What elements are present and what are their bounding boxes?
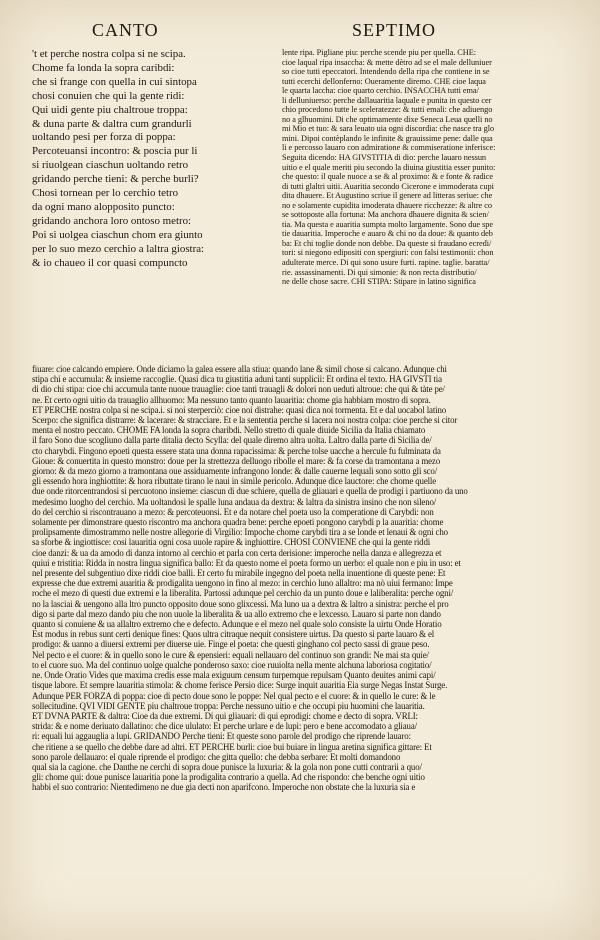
commentary-line: tutti ecerchi dellonferno: Oueramente diremo. CHE cioe laqua <box>282 76 486 86</box>
verse-line: chosi conuien che qui la gente ridi: <box>32 89 185 102</box>
commentary-line: mini. Dipoi contèplando le infinite & grauissime pene: dalle qua <box>282 133 493 143</box>
commentary-line: nel presente del subgentiuo dixe riddi cioe balli. Et certo fu mirabile ingegno del poeta nella inuentione di queste pene: Et <box>32 568 446 579</box>
verse-line: che si frange con quella in cui sintopa <box>32 75 197 88</box>
running-head-left: CANTO <box>92 20 159 40</box>
verse-block <box>32 48 282 318</box>
verse-line: uoltando pesi per forza di poppa: <box>32 131 176 144</box>
commentary-line: Est modus in rebus sunt certi denique fines: Quos ultra citraque nequit consistere uirtus. Da questo si parte lauaro & el <box>32 629 435 640</box>
commentary-line: digo si parte dal mezo dando piu che non uuole la liberalita & ua allo extremo che e lexcesso. Lauaro si parte non dando <box>32 608 441 619</box>
commentary-line: di tutti glaltri uitii. Auaritia secondo Cicerone e immoderata cupi <box>282 181 494 191</box>
commentary-line: tori: si niegono edipositi con spergiuri: con falsi testimonii: chon <box>282 248 494 258</box>
commentary-line: no la lasciai & uengono alla ltro puncto opposito doue sono glixcessi. Ma luno ua a dextra & laltro a sinistra: perche el pro <box>32 598 449 609</box>
commentary-line: tisque labore. Et sempre lauaritia stimola: & chome ferisce Persio dice: Surge inquit auaritia Eia surge Negas Instat Surge. <box>32 680 448 691</box>
commentary-line: Adunque PER FORZA di poppa: cioe di pecto doue sono le poppe: Nel qual pecto e el cuore: & in quello le cure: & le <box>32 690 436 701</box>
commentary-line: giorno: & da mezo giorno a tramontana oue assiduamente infrangono londe: & dalle cauerne lequali sono sotto gli sco/ <box>32 466 438 477</box>
commentary-line: habbi el suo contrario: Nientedimeno ne due gia decti non aparifcono. Imperoche non obstate che la luxuria sia e <box>32 782 416 793</box>
verse-line: per lo suo mezo cerchio a laltra giostra: <box>32 242 205 255</box>
verse-line: Percoteuansi incontro: & poscia pur li <box>32 145 198 158</box>
commentary-line: ri: equali lui aggauglia a lupi. GRIDANDO Perche tieni: Et queste sono parole del prodigo che riprende lauaro: <box>32 731 411 742</box>
commentary-full-width <box>32 364 574 912</box>
commentary-line: do del cerchio si riscontrauano a mezo: & percoteuonsi. Et e da notare chel poeta uso la comperatione di Carybdi: non <box>32 506 434 517</box>
commentary-line: qual sia la cagione. che Danthe ne cerchi di sopra doue punisce la luxuria: & la gola non pone cutti contrarii a quo/ <box>32 761 422 772</box>
commentary-line: no a glhuomini. Di che optimamente dixe Seneca Leua quelli no <box>282 114 493 124</box>
commentary-line: to el cuore suo. Ma del continuo uolge qualche ponderoso saxo: cioe ruuiolta nella mente alchuna laboriosa cogitatio/ <box>32 659 432 670</box>
commentary-line: solamente per dimonstrare questo riscontro ma anchora quadra bene: perche epoeti pongono carybdi p la auaritia: chome <box>32 517 444 528</box>
commentary-line: expresse che due extremi auaritia & prodigalita uengono in fino al mezo: in cerchio luno allaltro: ma nò uiui fermano: Impe <box>32 578 453 589</box>
commentary-line: Gioue: & conuertita in questo monstro: doue per la strettezza delluogo ribolle el mare: & fa corse da tramontana a mezo <box>32 455 440 466</box>
commentary-line: sollecitudine. QVI VIDI GENTE piu chaltroue troppa: Perche nessuno uitio e che occupi piu huomini che lauaritia. <box>32 700 425 711</box>
commentary-line: ba: Et chi toglie donde non debbe. Da queste si fraudano ecredi/ <box>282 238 492 248</box>
verse-line: gridando perche tieni: & perche burli? <box>32 173 199 186</box>
commentary-right-column <box>282 48 572 362</box>
commentary-line: prodigo: & uanno a diuersi extremi per diuerse uie. Finge el poeta: che questi ginghano col pecto sassi di graue peso. <box>32 639 430 650</box>
commentary-line: di dio chi stipa: cioe chi accumula tante nuoue trauaglie: cioe tanti trauagli & dolori non ueduti altroue: che qui & tàte pe/ <box>32 384 445 395</box>
commentary-line: ET PERCHE nostra colpa si ne scipa.i. si noi sterperciò: cioe noi distrahe: quasi dica noi tormenta. Et e dal uocabol latino <box>32 404 447 415</box>
verse-line: gridando anchora loro ontoso metro: <box>32 214 192 227</box>
verse-line: Qui uidi gente piu chaltroue troppa: <box>32 103 188 116</box>
commentary-line: Nel pecto e el cuore: & in quello sono le cure & epensieri: equali nellauaro del continuo son grandi: Ne mai sta quie/ <box>32 649 429 660</box>
commentary-line: rie. assassinamenti. Di qui simonie: & non recta distributio/ <box>282 267 477 277</box>
commentary-line: Scerpo: che significa distrarre: & lacerare: & stracciare. Et e la sententia perche si lacera noi nostra colpa: cioe perche si citor <box>32 415 458 426</box>
commentary-line: fiuare: cioe calcando empiere. Onde diciamo la galea essere alla stiua: quando lane & simil chose si calcano. Adunque chi <box>32 364 447 374</box>
commentary-line: dita dhauere. Et Augustino scriue il genere ad litteras seriue: che <box>282 191 493 201</box>
commentary-line: mi Mio et tuo: & sara leuato uia ogni discordia: che nasce tra glo <box>282 124 495 134</box>
commentary-line: tia. Ma questa e auaritia sumpta molto largamente. Sono due spe <box>282 219 493 229</box>
commentary-line: ne. Onde Oratio Vides que maxima credis esse mala exiguum censum turpemque repulsam Quanto deuites animi capi/ <box>32 670 436 681</box>
verse-line: 't et perche nostra colpa si ne scipa. <box>32 48 186 60</box>
commentary-line: due onde ritorcentrandosi si percuotono insieme: ciascun di due schiere, quella de gliauari e quella de prodigi i partiuono da uno <box>32 486 468 497</box>
commentary-line: cioe laqual ripa insaccha: & mette dètro ad se el male delluniuer <box>282 57 492 67</box>
running-head <box>0 16 600 46</box>
commentary-line: strida: & e nome deriuato dallatino: che dice ululato: Et perche urlare e de lupi: pero e bene accomodato a gliaua/ <box>32 721 417 732</box>
running-head-right: SEPTIMO <box>352 20 437 40</box>
verse-line: si riuolgean ciaschun uoltando retro <box>32 159 189 172</box>
commentary-line: cioe danzi: & ua da amodo di danza intorno al cerchio et parla con certa derisione: imperoche nella danza e allegrezza et <box>32 547 442 558</box>
verse-line: Chome fa londa la sopra caribdi: <box>32 61 175 74</box>
commentary-line: quanto si conuiene & ua allaltro extremo che e defecto. Adunque e el mezo nel quale solo consiste la uirtu Onde Horatio <box>32 619 442 630</box>
commentary-line: gli essendo hora inghiottite: & hora ributtate tirano le naui in simile pericolo. Adunque dice lauctore: che chome quelle <box>32 476 437 487</box>
commentary-line: le quarta laccha: cioe quarto cerchio. INSACCHA tutti ema/ <box>282 86 479 96</box>
commentary-line: adulterate merce. Di qui sono usure furti. rapine. taglie. baratta/ <box>282 258 490 268</box>
commentary-line: chio procedono tutte le sceleratezze: & tutti emali: che adiuengo <box>282 105 493 115</box>
commentary-line: sono parole dellauaro: el quale riprende el prodigo: che gitta quello: che debba serbare: Et molti domandono <box>32 751 401 762</box>
commentary-line: ne delle chose sacre. CHI STIPA: Stipare in latino significa <box>282 277 476 287</box>
commentary-line: gli: chome qui: doue punisce lauaritia pone la prodigalita contrario a quella. Ad che rispondo: che benche ogni uitio <box>32 772 425 783</box>
commentary-line: so cioe tutti epeccatori. Intendendo della ripa che contiene in se <box>282 67 490 77</box>
commentary-line: tie dauaritia. Imperoche e auaro & chi no da doue: & quanto deb <box>282 229 493 239</box>
verse-line: da ogni mano alopposito puncto: <box>32 200 175 213</box>
commentary-line: roche el mezo di questi due extremi e la liberalita. Partossi adunque pel cerchio da un punto doue e laliberalita: perche ogni/ <box>32 588 454 599</box>
commentary-line: medesimo luogho del cerchio. Ma uoltandosi le spalle luna andaua da dextra: & laltra da sinistra insino che non sileno/ <box>32 496 437 507</box>
commentary-line: che questo: il quale nuoce a se & al proximo: & e fonte & radice <box>282 172 494 182</box>
commentary-line: ne. Et certo ogni uitio da trauaglio allhuomo: Ma nessuno tanto quanto lauaritia: chome gia habbiam mostro di sopra. <box>32 394 431 405</box>
commentary-line: prolipsamente dimostrammo nelle nostre allegorie di Virgilio: Impoche chome carybdi tira a se londe et lenaui & ogni cho <box>32 527 448 538</box>
commentary-line: quiui e tristitia: Ridda in nostra lingua significa ballo: Et da questo nome el poeta formo un uerbo: el quale non e piu in uso: et <box>32 557 461 568</box>
commentary-line: ET DVNA PARTE & daltra: Cioe da due extremi. Di qui gliauari: di qui eprodigi: chome e decto di sopra. VRLI: <box>32 710 418 721</box>
commentary-line: li delluniuerso: perche dallauaritia laquale e punita in questo cer <box>282 95 492 105</box>
commentary-line: se sottoposte alla fortuna: Ma anchora dhauere dignita & scien/ <box>282 210 489 220</box>
commentary-line: il faro Sono due scogliuno dalla parte ditalia decto Scylla: del quale diremo altra uolta. Laltro dalla parte di Sicilia de/ <box>32 435 432 446</box>
commentary-line: che ritiene a se quello che debbe dare ad altri. ET PERCHE burli: cioe bui buiare in lingua aretina significa gittare: Et <box>32 741 432 752</box>
commentary-line: uitio e el quale meriti piu secondo la diuina giustitia esser punito: <box>282 162 496 172</box>
verse-line: Chosi tornean per lo cerchio tetro <box>32 187 179 200</box>
commentary-line: menta el nostro peccato. CHOME FA londa la sopra charibdi. Nello stretto di quale diuide Sicilia da Italia chiamato <box>32 425 426 436</box>
commentary-line: lente ripa. Pigliane piu: perche scende piu per quella. CHE: <box>282 48 476 57</box>
verse-line: Poi si uolgea ciaschun chom era giunto <box>32 228 203 241</box>
verse-line: & duna parte & daltra cum grandurli <box>32 117 192 130</box>
commentary-line: cto charybdi. Fingono epoeti questa essere stata una donna rapacissima: & perche tolse uacche a hercule fu fulminata da <box>32 445 441 456</box>
commentary-line: stipa chi e accumula: & insieme raccoglie. Quasi dica tu giustitia aduni tanti supplicii: Et ordina el texto. HA GIVSTI tia <box>32 374 442 385</box>
verse-line: & io chaueo il cor quasi compuncto <box>32 256 188 269</box>
commentary-line: no e solamente cupidita imoderata dhauere ricchezze: & altre co <box>282 200 492 210</box>
commentary-line: sa sforbe & ingiottisce: cosi lauaritia ogni cosa uuole rapire & inghiottire. CHOSI CONVIENE che qui la gente riddi <box>32 537 431 548</box>
commentary-line: Seguita dicendo: HA GIVSTITIA di dio: perche lauaro nessun <box>282 153 487 163</box>
commentary-line: li e percosso lauaro con admiratione & commiseratione inferisce: <box>282 143 496 153</box>
